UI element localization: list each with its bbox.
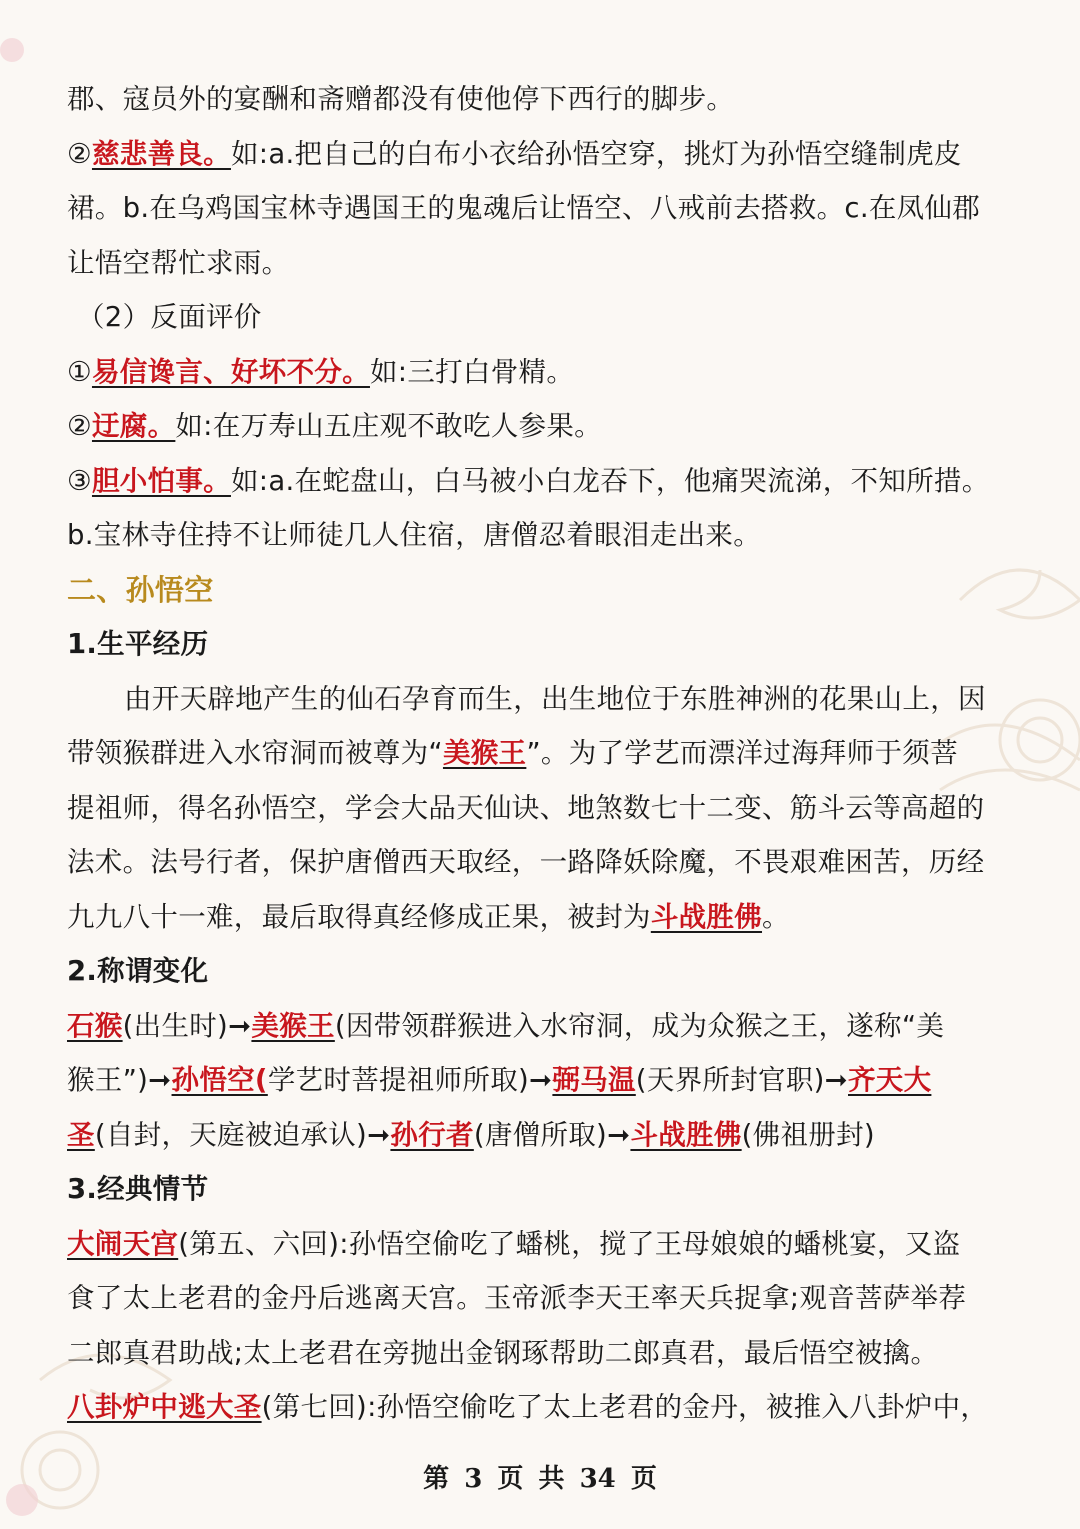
text-span: 九九八十一难，最后取得真经修成正果，被封为 [67, 900, 651, 933]
highlighted-term: 迂腐。 [91, 410, 176, 442]
text-line [67, 1053, 1017, 1108]
plum-blossom-icon [0, 38, 38, 1516]
text-line [67, 1217, 1017, 1272]
text-span: (自封，天庭被迫承认)➞ [94, 1118, 391, 1151]
negative-item-1 [67, 345, 1017, 400]
negative-item-3 [67, 454, 1017, 509]
highlighted-term: 孙行者 [390, 1118, 474, 1151]
text-line: 二郎真君助战;太上老君在旁抛出金钢琢帮助二郎真君，最后悟空被擒。 [67, 1336, 939, 1369]
total-pages: 34 [579, 1464, 616, 1494]
text-line [67, 726, 1017, 781]
footer-ye2: 页 [630, 1464, 657, 1494]
text-span: 。 [762, 900, 790, 933]
highlighted-term: 齐天大 [848, 1064, 932, 1096]
highlighted-term: 美猴王 [442, 737, 527, 769]
text-line: 由开天辟地产生的仙石孕育而生，出生地位于东胜神洲的花果山上，因 [124, 682, 986, 715]
plots-heading: 3.经典情节 [67, 1173, 209, 1205]
highlighted-term: 慈悲善良。 [91, 137, 231, 170]
text-span: (出生时)➞ [122, 1009, 252, 1042]
document-body [67, 72, 1017, 1435]
text-line: 让悟空帮忙求雨。 [67, 246, 290, 279]
highlighted-term: 大闹天宫 [67, 1227, 179, 1260]
highlighted-term: 弼马温 [552, 1064, 636, 1096]
negative-item-2 [67, 399, 1017, 454]
item-text: 如:在万寿山五庄观不敢吃人参果。 [175, 410, 602, 442]
footer-ye: 页 [497, 1464, 524, 1494]
highlighted-term: 美猴王 [251, 1009, 335, 1042]
text-span: (佛祖册封) [741, 1118, 875, 1151]
text-line [67, 1380, 1017, 1435]
item-text: 如:a.在蛇盘山，白马被小白龙吞下，他痛哭流涕，不知所措。 [230, 464, 990, 497]
highlighted-term: 胆小怕事。 [91, 464, 231, 497]
item-number: ② [67, 137, 92, 170]
text-line: 提祖师，得名孙悟空，学会大品天仙诀、地煞数七十二变、筋斗云等高超的 [67, 791, 985, 824]
negative-evaluation-heading: （2）反面评价 [77, 301, 262, 333]
text-span: (第五、六回):孙悟空偷吃了蟠桃，搅了王母娘娘的蟠桃宴，又盗 [178, 1227, 961, 1260]
text-span: 带领猴群进入水帘洞而被尊为“ [67, 737, 443, 769]
page-number: 3 [464, 1464, 483, 1494]
names-heading: 2.称谓变化 [67, 955, 209, 987]
text-line [67, 999, 1017, 1054]
footer-di: 第 [423, 1464, 450, 1494]
biography-heading: 1.生平经历 [67, 628, 209, 660]
text-span: 学艺时菩提祖师所取)➞ [267, 1064, 553, 1096]
text-line: b.宝林寺住持不让师徒几人住宿，唐僧忍着眼泪走出来。 [67, 519, 761, 551]
text-line: 郡、寇员外的宴酬和斋赠都没有使他停下西行的脚步。 [67, 83, 735, 115]
text-span: (第七回):孙悟空偷吃了太上老君的金丹，被推入八卦炉中， [261, 1391, 989, 1423]
text-line: 食了太上老君的金丹后逃离天宫。玉帝派李天王率天兵捉拿;观音菩萨举荐 [67, 1282, 967, 1314]
item-number: ② [67, 410, 92, 442]
highlighted-term: 孙悟空( [171, 1064, 268, 1096]
highlighted-term: 八卦炉中逃大圣 [67, 1391, 262, 1423]
footer-gong: 共 [538, 1464, 565, 1494]
text-span: (天界所封官职)➞ [635, 1064, 848, 1096]
highlighted-term: 圣 [67, 1118, 95, 1151]
highlighted-term: 石猴 [67, 1009, 123, 1042]
item-text: 如:三打白骨精。 [369, 355, 575, 388]
item-number: ① [67, 355, 92, 388]
text-line: 法术。法号行者，保护唐僧西天取经，一路降妖除魔，不畏艰难困苦，历经 [67, 846, 985, 878]
text-span: (因带领群猴进入水帘洞，成为众猴之王，遂称“美 [334, 1009, 945, 1042]
highlighted-term: 斗战胜佛 [630, 1118, 742, 1151]
item-text: 如:a.把自己的白布小衣给孙悟空穿，挑灯为孙悟空缝制虎皮 [230, 137, 962, 170]
text-line [67, 1108, 1017, 1163]
text-span: 猴王”)➞ [67, 1064, 172, 1096]
merit-item-2 [67, 127, 1017, 182]
text-line [67, 890, 1017, 945]
highlighted-term: 易信谗言、好坏不分。 [91, 355, 370, 388]
text-line: 裙。b.在乌鸡国宝林寺遇国王的鬼魂后让悟空、八戒前去搭救。c.在凤仙郡 [67, 192, 981, 224]
highlighted-term: 斗战胜佛 [650, 900, 763, 933]
text-span: (唐僧所取)➞ [473, 1118, 631, 1151]
section-title: 二、孙悟空 [67, 572, 214, 607]
item-number: ③ [67, 464, 92, 497]
page-footer [0, 1458, 1080, 1495]
text-span: ”。为了学艺而漂洋过海拜师于须菩 [526, 737, 958, 769]
